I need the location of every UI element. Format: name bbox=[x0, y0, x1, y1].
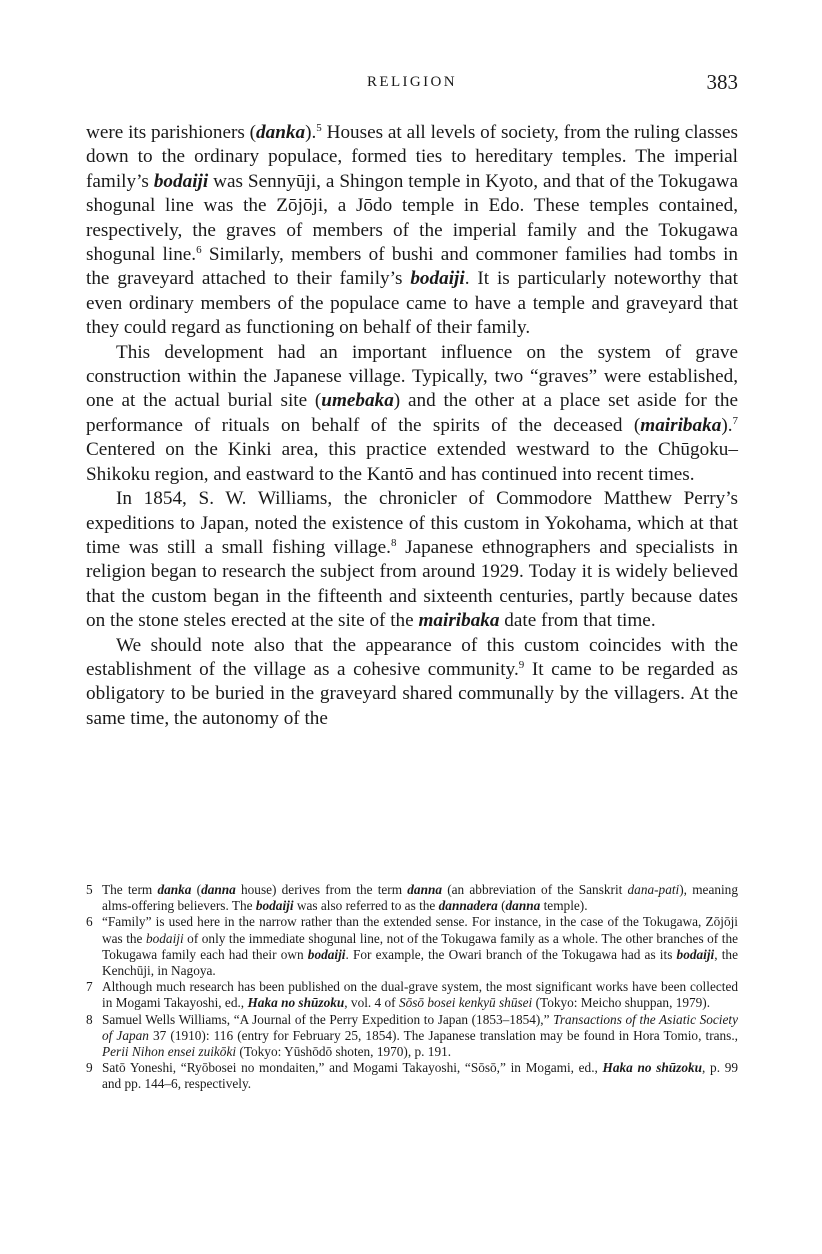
text-run: , p. 99 and pp. 144–6, respectively. bbox=[102, 1060, 738, 1092]
text-run: (Tokyo: Yūshōdō shoten, 1970), p. 191. bbox=[236, 1044, 452, 1060]
italic-term: Transactions of the Asiatic Society of Japan bbox=[102, 1011, 738, 1043]
text-run: Houses at all levels of society, from the ruling classes down to the ordinary populace, formed ties to hereditary temples. The imperial family’s bbox=[86, 122, 738, 192]
text-run: ). bbox=[305, 122, 317, 143]
text-run: Similarly, members of bushi and commoner families had tombs in the graveyard attached to their family’s bbox=[86, 244, 739, 290]
footnote-text bbox=[102, 882, 738, 913]
text-run: ), meaning alms-offering believers. The bbox=[102, 882, 738, 914]
footnote-text bbox=[102, 914, 738, 978]
bold-term bbox=[154, 171, 208, 192]
text-run: ( bbox=[191, 882, 202, 897]
footnote-ref: 6 bbox=[196, 244, 202, 257]
text-run: was Sennyūji, a Shingon temple in Kyoto, and that of the Tokugawa shogunal line was the Zōjōji, a Jōdo temple in Edo. These temples contained, respectively, the graves of members of the imperial family and the Tokugawa shogunal line. bbox=[86, 170, 738, 266]
italic-term: Haka no shūzoku bbox=[602, 1060, 703, 1076]
bold-term bbox=[321, 390, 394, 411]
text-run: , vol. 4 of bbox=[344, 995, 399, 1011]
footnotes bbox=[86, 882, 738, 1093]
bold-term bbox=[640, 415, 721, 436]
italic-term: danna bbox=[201, 882, 236, 897]
bold-term bbox=[247, 995, 344, 1010]
text-run: . It is particularly noteworthy that even ordinary members of the populace came to have a temple and graveyard that they could regard as functioning on behalf of their family. bbox=[86, 268, 738, 339]
text-run: . For example, the Owari branch of the Tokugawa had as its bbox=[345, 946, 677, 962]
text-run: , the Kenchūji, in Nagoya. bbox=[102, 946, 738, 979]
footnote-ref: 7 bbox=[732, 414, 738, 427]
footnote bbox=[86, 914, 738, 979]
italic-term: Haka no shūzoku bbox=[247, 995, 345, 1011]
italic-term: danna bbox=[505, 898, 541, 914]
italic-term: bodaiji bbox=[153, 170, 209, 192]
footnote-text bbox=[102, 1012, 738, 1059]
text-run: ). bbox=[721, 414, 733, 436]
text-run: Japanese ethnographers and specialists in religion began to research the subject from around 1929. Today it is widely believed that the custom began in the fifteenth and sixteenth centuries, partly because dates on the stone steles erected at the site of the bbox=[86, 536, 738, 632]
text-run: ( bbox=[497, 898, 506, 914]
body-text bbox=[86, 121, 738, 731]
text-run: Satō Yoneshi, “Ryōbosei no mondaiten,” and Mogami Takayoshi, “Sōsō,” in Mogami, ed., bbox=[102, 1060, 603, 1076]
italic-term: Perii Nihon ensei zuikōki bbox=[102, 1044, 237, 1060]
footnote bbox=[86, 882, 738, 914]
italic-term: mairibaka bbox=[418, 610, 500, 632]
paragraph bbox=[86, 487, 738, 633]
text-run: were its parishioners ( bbox=[86, 122, 257, 143]
footnote-number: 6 bbox=[86, 914, 93, 930]
paragraph bbox=[86, 121, 738, 341]
footnote-text bbox=[102, 979, 738, 1010]
footnote-number: 5 bbox=[86, 882, 93, 897]
text-run: temple). bbox=[540, 898, 588, 914]
text-run: In 1854, S. W. Williams, the chronicler of Commodore Matthew Perry’s expeditions to Japan, noted the existence of this custom in Yokohama, which at that time was still a small fishing village. bbox=[86, 488, 738, 558]
footnote-number: 9 bbox=[86, 1060, 93, 1076]
italic-term: dannadera bbox=[438, 898, 498, 914]
italic-term: Sōsō bosei kenkyū shūsei bbox=[398, 995, 533, 1011]
footnote bbox=[86, 1012, 738, 1061]
text-run: (Tokyo: Meicho shuppan, 1979). bbox=[532, 995, 711, 1011]
text-run: house) derives from the term bbox=[235, 882, 408, 897]
italic-term: bodaiji bbox=[255, 898, 294, 914]
paragraph bbox=[86, 341, 738, 487]
italic-term: bodaiji bbox=[676, 946, 715, 962]
paragraph bbox=[86, 634, 738, 732]
bold-term bbox=[506, 898, 541, 913]
italic-term: bodaiji bbox=[145, 930, 184, 946]
text-run: Although much research has been published on the dual-grave system, the most significant works have been collected in Mogami Takayoshi, ed., bbox=[102, 979, 738, 1011]
text-run: (an abbreviation of the Sanskrit bbox=[442, 882, 628, 897]
page-number: 383 bbox=[706, 70, 738, 94]
text-run: ) and the other at a place set aside for the performance of rituals on behalf of the spirits of the deceased ( bbox=[86, 390, 738, 436]
bold-term bbox=[439, 898, 498, 913]
bold-term bbox=[201, 882, 236, 897]
bold-term bbox=[410, 268, 464, 289]
bold-term bbox=[157, 882, 191, 897]
bold-term bbox=[603, 1060, 703, 1075]
text-run: of only the immediate shogunal line, not of the Tokugawa family as a whole. The other branches of the Tokugawa family each had their own bbox=[102, 930, 738, 962]
italic-term: danka bbox=[157, 882, 192, 897]
italic-term: bodaiji bbox=[410, 268, 465, 290]
italic-term: umebaka bbox=[321, 390, 394, 412]
bold-term bbox=[308, 947, 346, 962]
footnote bbox=[86, 1060, 738, 1092]
running-head bbox=[86, 70, 738, 100]
italic-term: mairibaka bbox=[640, 414, 722, 436]
footnote-ref: 5 bbox=[316, 122, 322, 134]
footnote-ref: 9 bbox=[518, 658, 525, 671]
text-run: The term bbox=[102, 882, 158, 897]
text-run: 37 (1910): 116 (entry for February 25, 1854). The Japanese translation may be found in Hora Tomio, trans., bbox=[148, 1027, 738, 1043]
text-run: This development had an important influence on the system of grave construction within the Japanese village. Typically, two “graves” were established, one at the actual burial site ( bbox=[86, 341, 738, 412]
bold-term bbox=[407, 882, 442, 897]
footnote-number: 7 bbox=[86, 979, 93, 995]
bold-term bbox=[418, 610, 499, 631]
bold-term bbox=[256, 122, 305, 143]
italic-term: dana-pati bbox=[627, 882, 680, 897]
text-run: “Family” is used here in the narrow rather than the extended sense. For instance, in the case of the Tokugawa, Zōjōji was the bbox=[102, 914, 738, 946]
footnote-text bbox=[102, 1060, 738, 1091]
footnote bbox=[86, 979, 738, 1011]
bold-term bbox=[677, 947, 715, 962]
bold-term bbox=[256, 898, 294, 913]
footnote-ref: 8 bbox=[390, 536, 397, 549]
text-run: We should note also that the appearance of this custom coincides with the establishment of the village as a cohesive community. bbox=[86, 634, 738, 680]
footnote-number: 8 bbox=[86, 1011, 93, 1027]
italic-term: bodaiji bbox=[307, 946, 346, 962]
running-head-title: RELIGION bbox=[366, 74, 458, 90]
text-run: date from that time. bbox=[499, 610, 656, 632]
text-run: It came to be regarded as obligatory to be buried in the graveyard shared communally by the villagers. At the same time, the autonomy of the bbox=[86, 658, 739, 729]
text-run: Centered on the Kinki area, this practice extended westward to the Chūgoku–Shikoku region, and eastward to the Kantō and has continued into recent times. bbox=[86, 439, 738, 485]
text-run: was also referred to as the bbox=[293, 898, 439, 914]
italic-term: danna bbox=[407, 882, 443, 897]
italic-term: danka bbox=[256, 122, 306, 143]
text-run: Samuel Wells Williams, “A Journal of the Perry Expedition to Japan (1853–1854),” bbox=[102, 1011, 554, 1027]
